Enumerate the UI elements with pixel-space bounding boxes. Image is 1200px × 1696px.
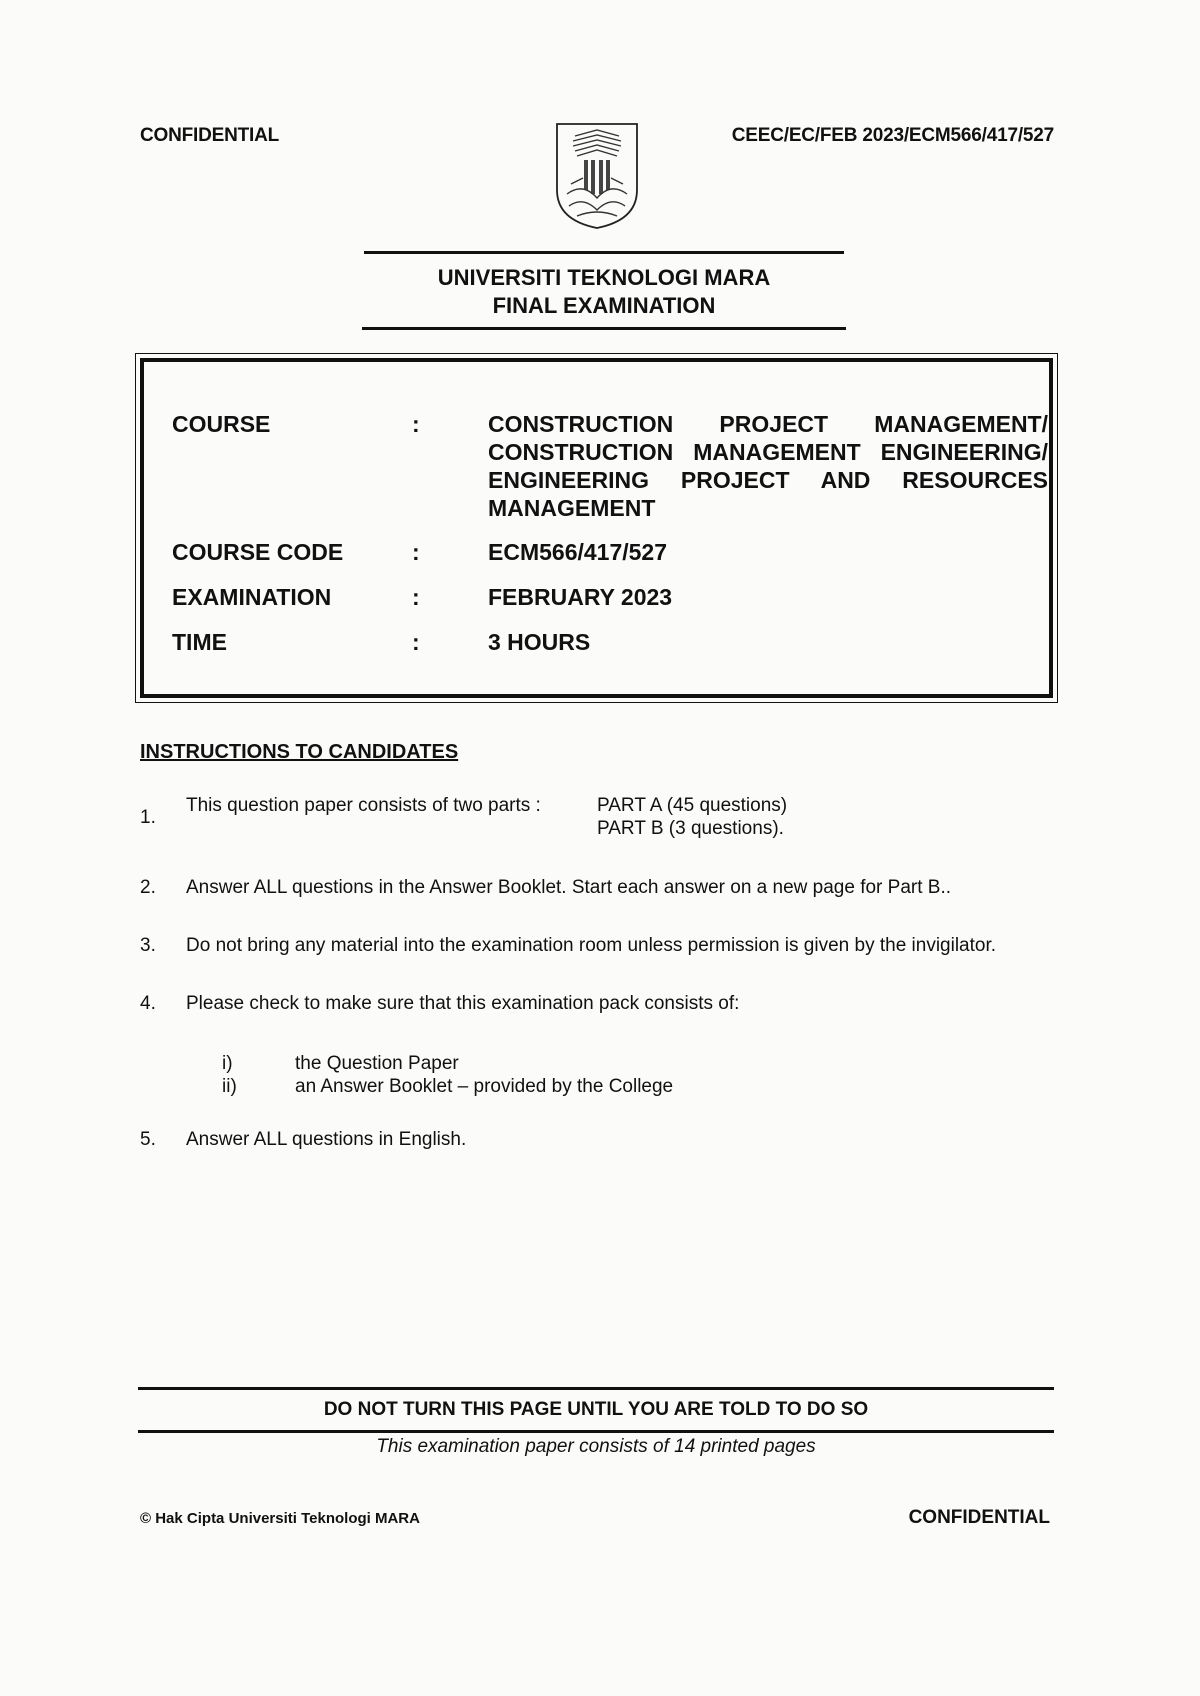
course-code-colon: : <box>412 539 420 565</box>
instruction-number: 1. <box>140 807 156 828</box>
course-value <box>488 410 1048 522</box>
reference-code: CEEC/EC/FEB 2023/ECM566/417/527 <box>731 125 1054 146</box>
subitem-text: the Question Paper <box>295 1053 459 1074</box>
time-value: 3 HOURS <box>488 629 591 655</box>
instruction-text: This question paper consists of two parts : <box>186 795 541 816</box>
copyright-notice: © Hak Cipta Universiti Teknologi MARA <box>140 1510 420 1527</box>
confidential-label-top: CONFIDENTIAL <box>140 125 280 146</box>
subitem-text: an Answer Booklet – provided by the College <box>295 1076 674 1097</box>
title-top-rule <box>364 251 844 254</box>
instruction-text: Do not bring any material into the examination room unless permission is given by the invigilator. <box>186 935 997 956</box>
course-code-value: ECM566/417/527 <box>488 539 668 565</box>
instruction-number: 3. <box>140 935 156 956</box>
examination-value: FEBRUARY 2023 <box>488 584 673 610</box>
time-label: TIME <box>172 629 227 655</box>
course-code-label: COURSE CODE <box>172 539 344 565</box>
instruction-part: PART B (3 questions). <box>597 818 784 839</box>
do-not-turn-notice: DO NOT TURN THIS PAGE UNTIL YOU ARE TOLD TO DO SO <box>323 1399 869 1420</box>
subitem-roman: i) <box>222 1053 233 1074</box>
printed-pages-note: This examination paper consists of 14 printed pages <box>376 1436 816 1457</box>
title-bottom-rule <box>362 327 846 330</box>
uitm-crest-icon <box>553 120 641 232</box>
instruction-text: Please check to make sure that this examination pack consists of: <box>186 993 740 1014</box>
subitem-roman: ii) <box>222 1076 237 1097</box>
footer-top-rule <box>138 1387 1054 1390</box>
exam-type: FINAL EXAMINATION <box>492 293 716 318</box>
course-details-box <box>140 358 1053 698</box>
examination-colon: : <box>412 584 420 610</box>
confidential-label-bottom: CONFIDENTIAL <box>908 1507 1050 1528</box>
time-colon: : <box>412 629 420 655</box>
course-colon: : <box>412 411 420 437</box>
course-line: CONSTRUCTION MANAGEMENT ENGINEERING/ <box>488 439 1048 465</box>
university-name: UNIVERSITI TEKNOLOGI MARA <box>437 265 771 290</box>
course-line: CONSTRUCTION PROJECT MANAGEMENT/ <box>488 411 1048 437</box>
instruction-number: 5. <box>140 1129 156 1150</box>
instruction-number: 2. <box>140 877 156 898</box>
footer-bottom-rule <box>138 1430 1054 1433</box>
instruction-text: Answer ALL questions in the Answer Booklet. Start each answer on a new page for Part B.. <box>186 877 952 898</box>
course-label: COURSE <box>172 411 271 437</box>
examination-label: EXAMINATION <box>172 584 332 610</box>
instruction-part: PART A (45 questions) <box>597 795 788 816</box>
course-line: MANAGEMENT <box>488 495 656 521</box>
instructions-heading: INSTRUCTIONS TO CANDIDATES <box>140 741 459 763</box>
instruction-text: Answer ALL questions in English. <box>186 1129 467 1150</box>
course-line: ENGINEERING PROJECT AND RESOURCES <box>488 467 1048 493</box>
instruction-number: 4. <box>140 993 156 1014</box>
